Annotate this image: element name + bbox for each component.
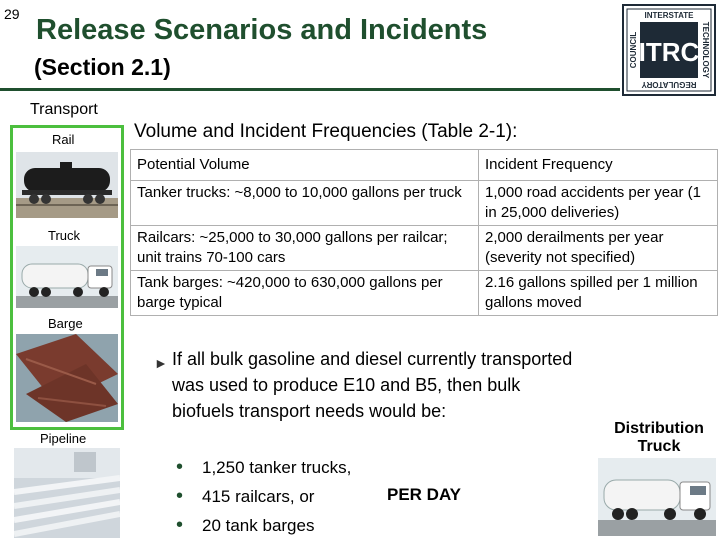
title-divider	[0, 88, 620, 91]
table-cell-frequency: 2,000 derailments per year (severity not specified)	[479, 226, 718, 271]
table-cell-frequency: 2.16 gallons spilled per 1 million gallons moved	[479, 271, 718, 316]
mode-label-truck: Truck	[48, 228, 81, 243]
bullet-item	[154, 346, 574, 424]
slide-subtitle: (Section 2.1)	[34, 54, 171, 80]
bullet-dot-icon: •	[176, 456, 184, 478]
table-cell-volume: Railcars: ~25,000 to 30,000 gallons per railcar; unit trains 70-100 cars	[131, 226, 479, 271]
table-row	[131, 271, 718, 316]
sub-bullet-text: 415 railcars, or	[202, 487, 315, 506]
table-heading: Volume and Incident Frequencies (Table 2-1):	[134, 121, 518, 142]
bullet-dot-icon: •	[176, 514, 184, 536]
distribution-truck-caption: Distribution Truck	[614, 420, 704, 455]
per-day-label: PER DAY	[387, 485, 462, 504]
slide-title: Release Scenarios and Incidents	[36, 14, 488, 46]
sub-bullet-text: 20 tank barges	[202, 516, 315, 535]
table-cell-frequency: 1,000 road accidents per year (1 in 25,000 deliveries)	[479, 181, 718, 226]
sub-bullet-text: 1,250 tanker trucks,	[202, 458, 352, 477]
mode-label-barge: Barge	[48, 316, 83, 331]
bullet-dot-icon: •	[176, 485, 184, 507]
volume-incident-table	[130, 149, 718, 316]
sub-bullet-item	[176, 514, 314, 537]
rail-tank-car-photo	[16, 152, 118, 218]
logo-right-word: TECHNOLOGY	[701, 21, 710, 79]
pipeline-photo	[14, 448, 120, 538]
sub-bullet-item	[176, 485, 314, 508]
column-header-potential-volume: Potential Volume	[131, 150, 479, 181]
truck-photo	[16, 246, 118, 308]
itrc-logo	[622, 4, 716, 96]
column-header-incident-frequency: Incident Frequency	[479, 150, 718, 181]
distribution-truck-photo	[598, 458, 716, 536]
mode-label-pipeline: Pipeline	[40, 431, 87, 446]
logo-letters: ITRC	[638, 37, 700, 67]
table-row	[131, 181, 718, 226]
sub-bullet-item	[176, 456, 351, 479]
logo-left-word: COUNCIL	[629, 31, 638, 69]
slide-number: 29	[4, 6, 20, 22]
logo-bottom-word: REGULATORY	[641, 80, 697, 89]
table-header-row	[131, 150, 718, 181]
table-cell-volume: Tanker trucks: ~8,000 to 10,000 gallons per truck	[131, 181, 479, 226]
table-row	[131, 226, 718, 271]
logo-top-word: INTERSTATE	[644, 11, 694, 20]
bullet-text: If all bulk gasoline and diesel currently transported was used to produce E10 and B5, then bulk biofuels transport needs would be:	[172, 349, 573, 421]
arrow-bullet-icon: ►	[154, 355, 168, 371]
transport-heading: Transport	[30, 101, 98, 118]
mode-label-rail: Rail	[52, 132, 75, 147]
table-cell-volume: Tank barges: ~420,000 to 630,000 gallons per barge typical	[131, 271, 479, 316]
barge-photo	[16, 334, 118, 422]
